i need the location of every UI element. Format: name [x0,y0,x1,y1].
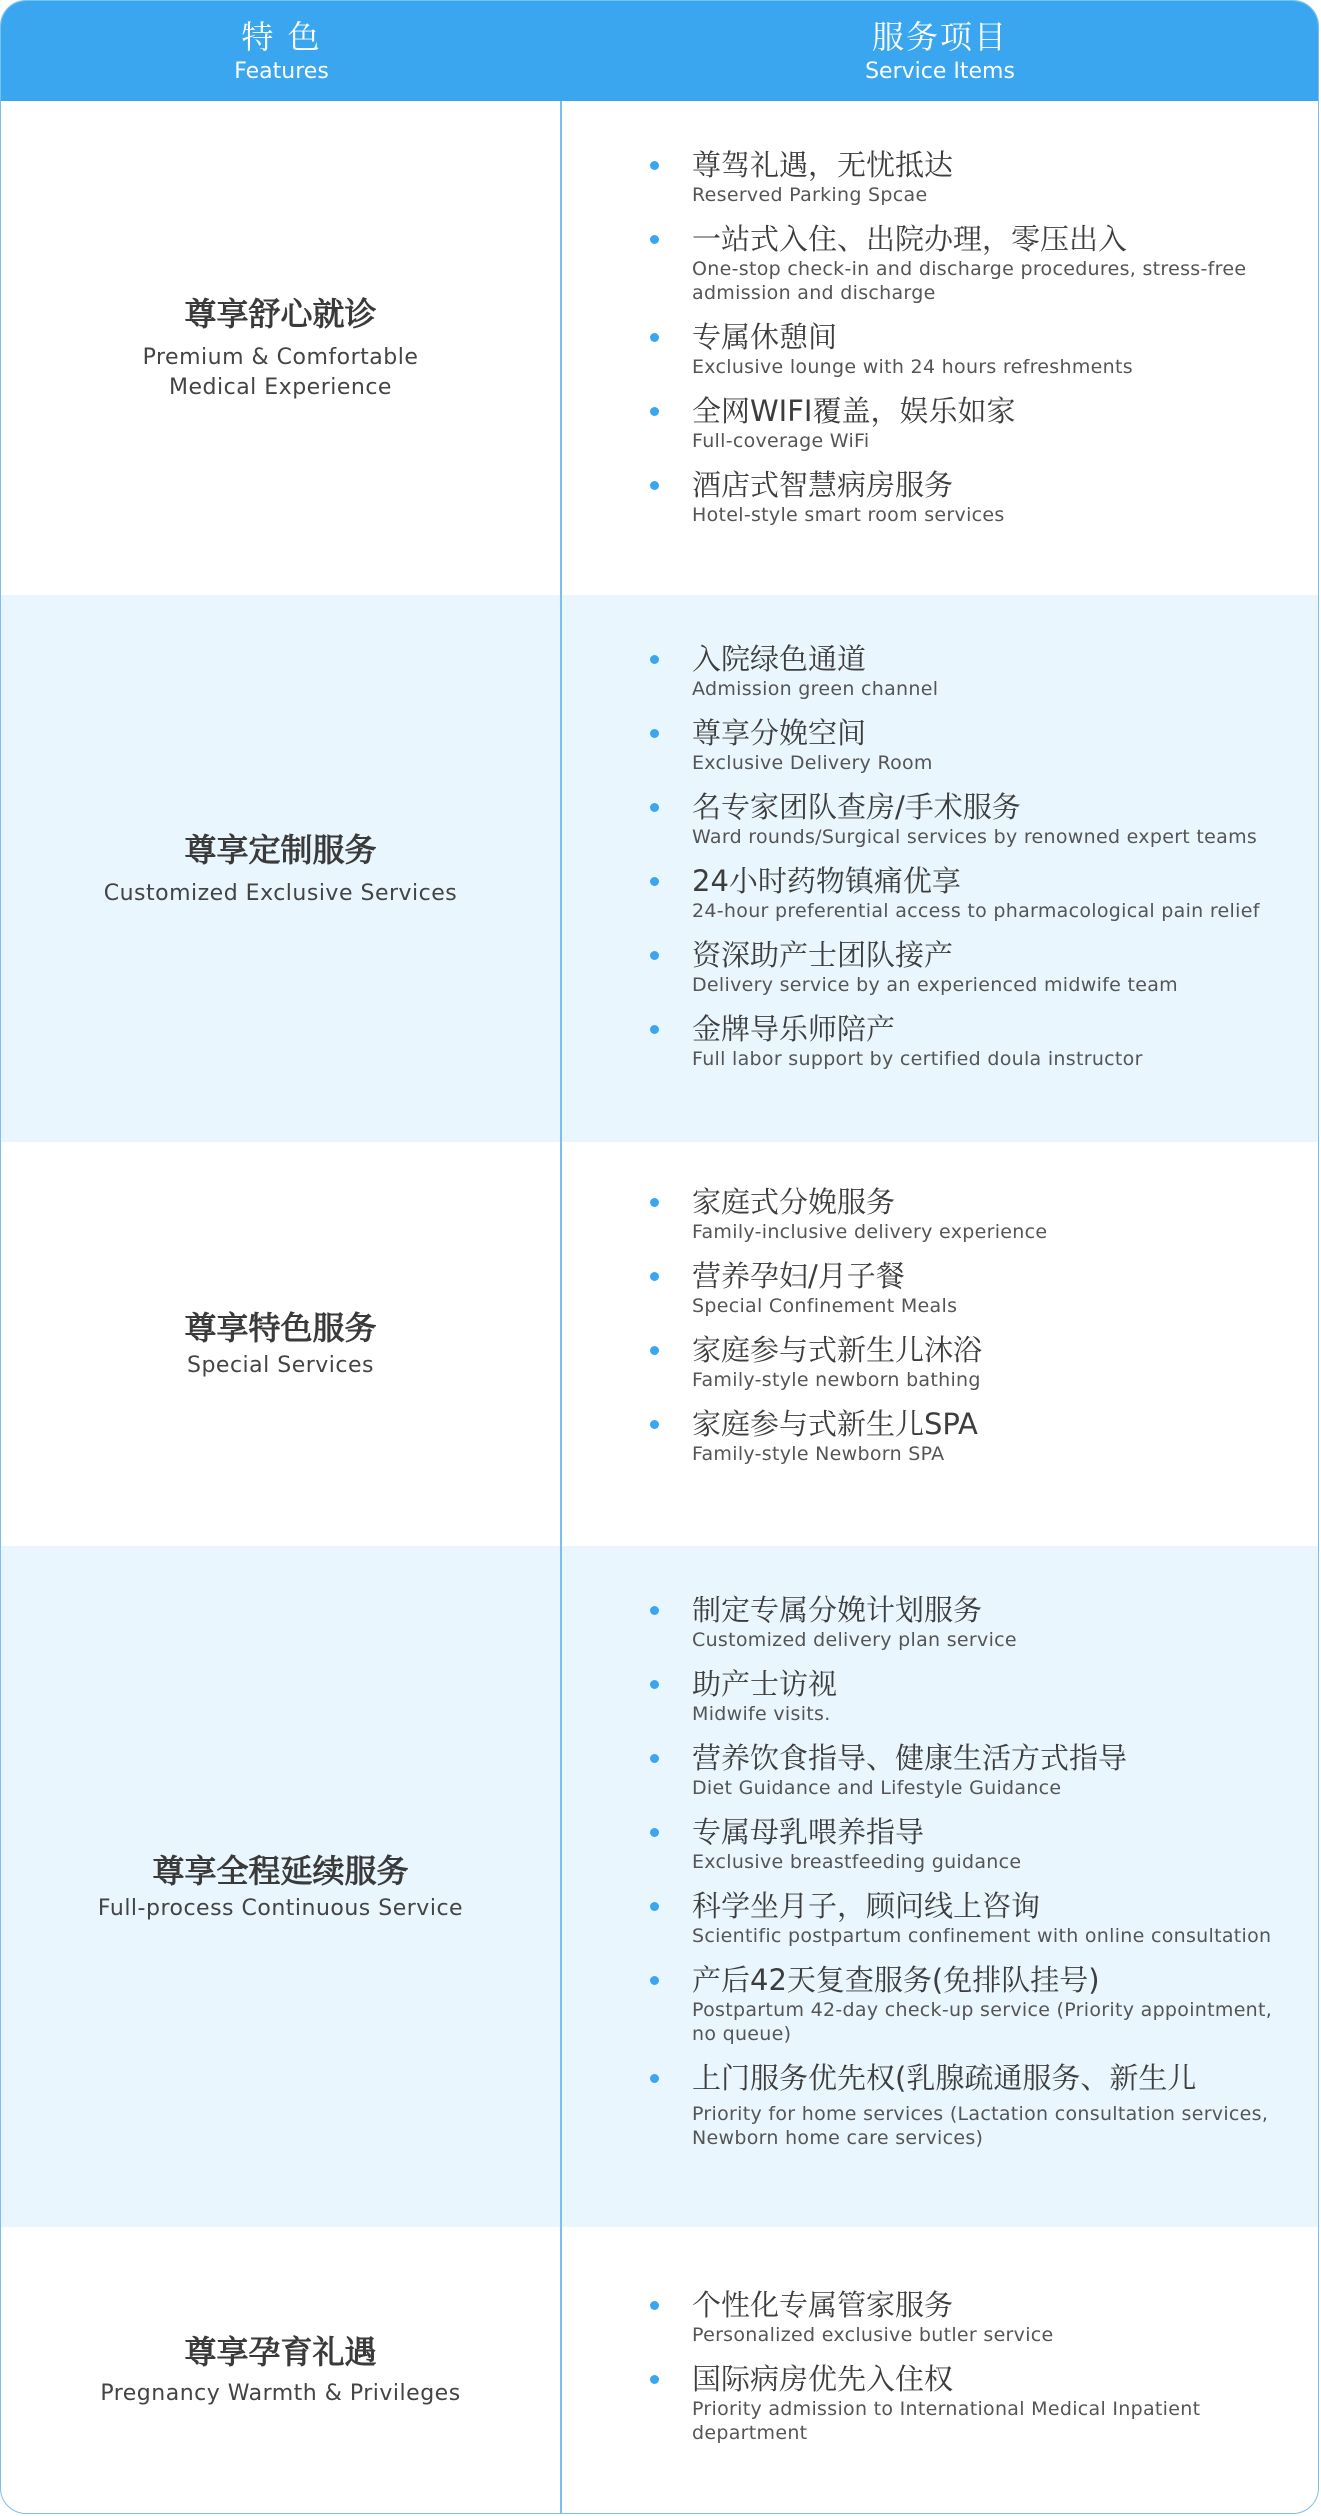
table-row [1,1546,1318,2227]
item-subtitle: Delivery service by an experienced midwife team [692,974,1178,996]
services-header [562,1,1318,101]
item-title: 专属休憩间 [692,320,838,354]
item-subtitle: One-stop check-in and discharge procedures, stress-free admission and discharge [692,258,1247,304]
feature-cell [1,101,562,595]
item-title: 科学坐月子，顾问线上咨询 [692,1889,1041,1923]
item-subtitle: Midwife visits. [692,1703,831,1725]
item-title: 名专家团队查房/手术服务 [692,790,1021,824]
feature-title: 尊享全程延续服务 [152,1851,409,1890]
list-item [692,1184,1298,1244]
item-subtitle: Exclusive lounge with 24 hours refreshments [692,356,1133,378]
item-title: 营养孕妇/月子餐 [692,1259,905,1293]
list-item [692,1666,1298,1726]
service-cell [562,1142,1318,1546]
item-title: 上门服务优先权(乳腺疏通服务、新生儿 [692,2061,1197,2095]
services-header-subtitle: Service Items [865,59,1015,84]
list-item [692,393,1298,453]
item-subtitle: Exclusive breastfeeding guidance [692,1851,1022,1873]
item-title: 一站式入住、出院办理，零压出入 [692,222,1128,256]
item-title: 个性化专属管家服务 [692,2288,954,2322]
item-subtitle: Family-style Newborn SPA [692,1443,945,1465]
feature-subtitle: Premium & Comfortable Medical Experience [142,345,419,400]
item-title: 制定专属分娩计划服务 [692,1593,983,1627]
list-item [692,937,1298,997]
item-title: 金牌导乐师陪产 [692,1012,896,1046]
item-subtitle: Full-coverage WiFi [692,430,870,452]
item-title: 资深助产士团队接产 [692,938,954,972]
service-cell [562,101,1318,595]
item-title: 国际病房优先入住权 [692,2362,954,2396]
item-title: 全网WIFI覆盖，娱乐如家 [692,394,1016,428]
item-title: 家庭参与式新生儿沐浴 [692,1333,983,1367]
item-title: 助产士访视 [692,1667,838,1701]
table-row [1,595,1318,1142]
item-title: 家庭式分娩服务 [692,1185,896,1219]
item-subtitle: Customized delivery plan service [692,1629,1017,1651]
feature-cell [1,2227,562,2513]
service-cell [562,595,1318,1142]
item-subtitle: Full labor support by certified doula instructor [692,1048,1143,1070]
item-title: 营养饮食指导、健康生活方式指导 [692,1741,1128,1775]
feature-subtitle: Special Services [186,1353,375,1378]
item-subtitle: Personalized exclusive butler service [692,2324,1054,2346]
list-item [692,789,1298,849]
service-cell [562,2227,1318,2513]
features-header [1,1,562,101]
item-title: 酒店式智慧病房服务 [692,468,954,502]
list-item [692,1592,1298,1652]
service-cell [562,1546,1318,2227]
item-title: 尊享分娩空间 [692,716,867,750]
item-subtitle: 24-hour preferential access to pharmacological pain relief [692,900,1260,922]
feature-cell [1,1546,562,2227]
services-header-title: 服务项目 [871,18,1008,56]
feature-subtitle: Full-process Continuous Service [97,1895,464,1921]
list-item [692,1740,1298,1800]
list-item [692,221,1298,305]
feature-title: 尊享孕育礼遇 [184,2333,377,2371]
item-title: 专属母乳喂养指导 [692,1815,925,1849]
item-subtitle: Family-inclusive delivery experience [692,1221,1048,1243]
features-header-title: 特 色 [241,18,322,56]
feature-title: 尊享舒心就诊 [184,295,377,333]
item-subtitle: Exclusive Delivery Room [692,752,933,774]
list-item [692,715,1298,775]
feature-cell [1,1142,562,1546]
feature-title: 尊享定制服务 [184,830,377,869]
item-subtitle: Family-style newborn bathing [692,1369,981,1391]
item-title: 产后42天复查服务(免排队挂号) [692,1963,1100,1997]
item-subtitle: Special Confinement Meals [692,1295,958,1317]
item-subtitle: Diet Guidance and Lifestyle Guidance [692,1777,1062,1799]
feature-cell [1,595,562,1142]
table-row [1,1142,1318,1546]
item-subtitle: Priority for home services (Lactation consultation services, Newborn home care services) [692,2103,1269,2149]
item-subtitle: Admission green channel [692,678,939,700]
list-item [692,1888,1298,1948]
item-subtitle: Ward rounds/Surgical services by renowned expert teams [692,826,1258,848]
item-subtitle: Priority admission to International Medical Inpatient department [692,2398,1201,2444]
item-title: 24小时药物镇痛优享 [692,864,961,898]
item-title: 尊驾礼遇，无忧抵达 [692,148,954,182]
list-item [692,319,1298,379]
item-title: 入院绿色通道 [692,642,867,676]
features-header-subtitle: Features [234,59,329,84]
list-item [692,1332,1298,1392]
list-item [692,2060,1298,2150]
list-item [692,1258,1298,1318]
item-subtitle: Scientific postpartum confinement with online consultation [692,1925,1272,1947]
list-item [692,2287,1298,2347]
list-item [692,863,1298,923]
feature-title: 尊享特色服务 [184,1309,377,1347]
list-item [692,1814,1298,1874]
item-subtitle: Hotel-style smart room services [692,504,1005,526]
list-item [692,2361,1298,2445]
item-title: 家庭参与式新生儿SPA [692,1407,978,1441]
list-item [692,1406,1298,1466]
table-row [1,2227,1318,2513]
item-subtitle: Postpartum 42-day check-up service (Priority appointment, no queue) [692,1999,1273,2045]
table-header [1,1,1318,101]
list-item [692,147,1298,207]
feature-subtitle: Customized Exclusive Services [103,880,458,906]
list-item [692,467,1298,527]
table-row [1,101,1318,595]
list-item [692,1011,1298,1071]
list-item [692,641,1298,701]
item-subtitle: Reserved Parking Spcae [692,184,928,206]
list-item [692,1962,1298,2046]
feature-subtitle: Pregnancy Warmth & Privileges [100,2381,461,2406]
